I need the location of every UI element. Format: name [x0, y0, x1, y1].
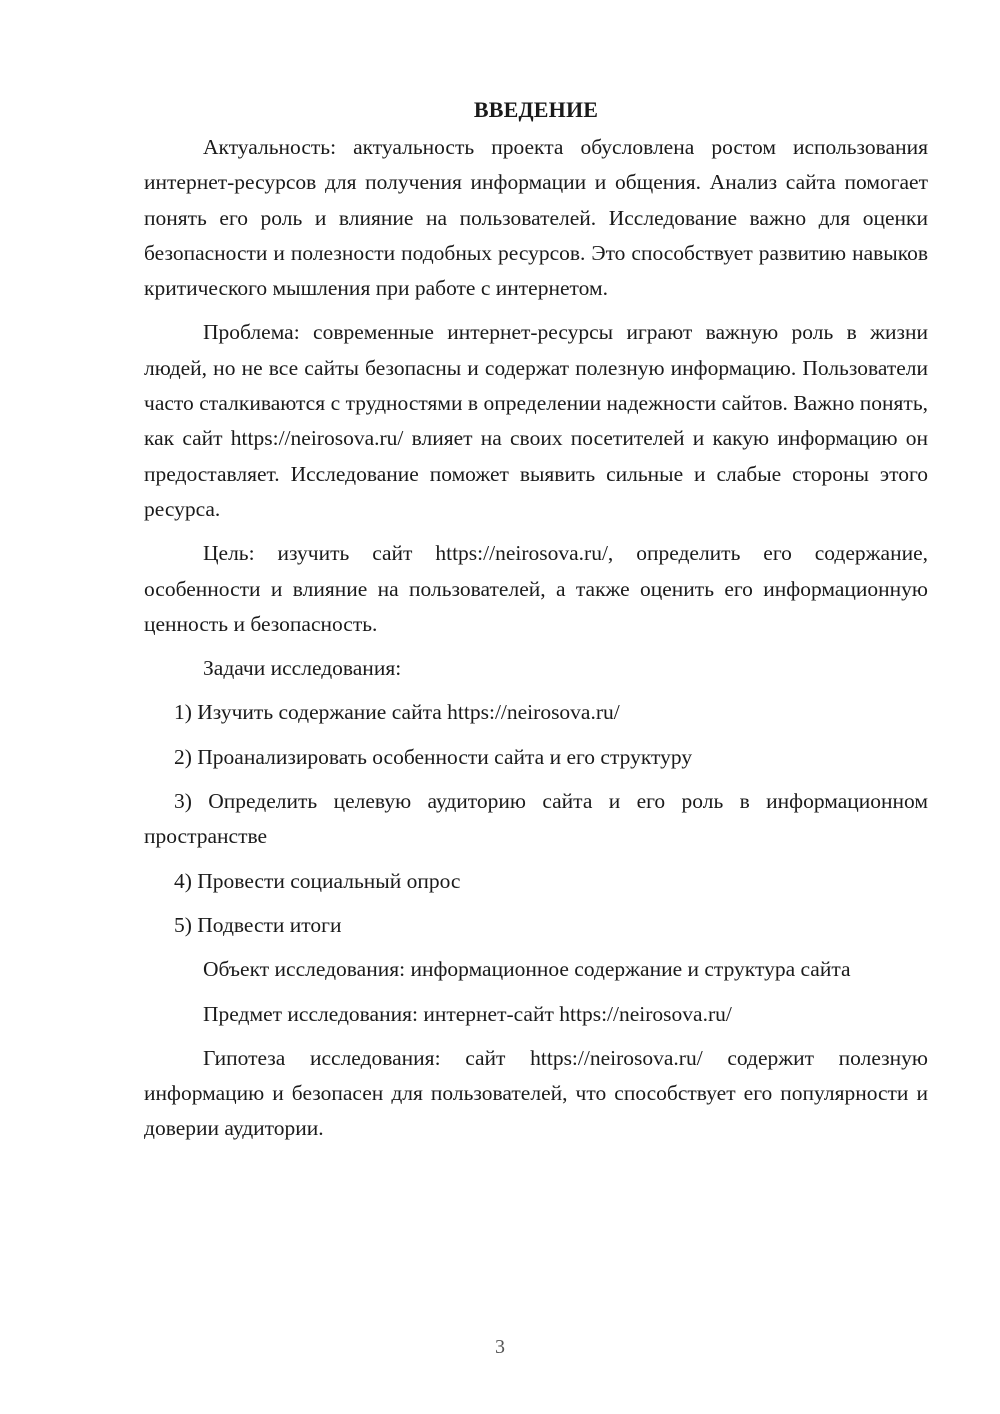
section-title: ВВЕДЕНИЕ [473, 97, 599, 122]
paragraph-tasks-heading: Задачи исследования: [203, 656, 402, 681]
paragraph-problem: Проблема: современные интернет-ресурсы играют важную роль в жизни людей, но не все сайты безопасны и содержат полезную информацию. Пользователи часто сталкиваются с трудностями в определении надежности сайтов. Важно понять, как сайт https://neirosova.ru/ влияет на своих посетителей и какую информацию он предоставляет. Исследование поможет выявить сильные и слабые стороны этого ресурса. [144, 320, 928, 521]
task-item-1: 1) Изучить содержание сайта https://neirosova.ru/ [174, 700, 620, 725]
task-item-4: 4) Провести социальный опрос [174, 868, 461, 893]
document-page [144, 92, 928, 1147]
page-number: 3 [495, 1336, 505, 1358]
paragraph-goal: Цель: изучить сайт https://neirosova.ru/, определить его содержание, особенности и влияние на пользователей, а также оценить его информационную ценность и безопасность. [144, 541, 928, 636]
task-item-2: 2) Проанализировать особенности сайта и его структуру [174, 744, 693, 769]
paragraph-subject: Предмет исследования: интернет-сайт https://neirosova.ru/ [203, 1001, 732, 1026]
task-item-5: 5) Подвести итоги [174, 912, 342, 937]
paragraph-hypothesis: Гипотеза исследования: сайт https://neirosova.ru/ содержит полезную информацию и безопасен для пользователей, что способствует его популярности и доверии аудитории. [144, 1045, 928, 1141]
task-item-3: 3) Определить целевую аудиторию сайта и его роль в информационном пространстве [144, 789, 928, 849]
paragraph-object: Объект исследования: информационное содержание и структура сайта [203, 957, 851, 982]
paragraph-relevance: Актуальность: актуальность проекта обусловлена ростом использования интернет-ресурсов для получения информации и общения. Анализ сайта помогает понять его роль и влияние на пользователей. Исследование важно для оценки безопасности и полезности подобных ресурсов. Это способствует развитию навыков критического мышления при работе с интернетом. [144, 135, 928, 301]
